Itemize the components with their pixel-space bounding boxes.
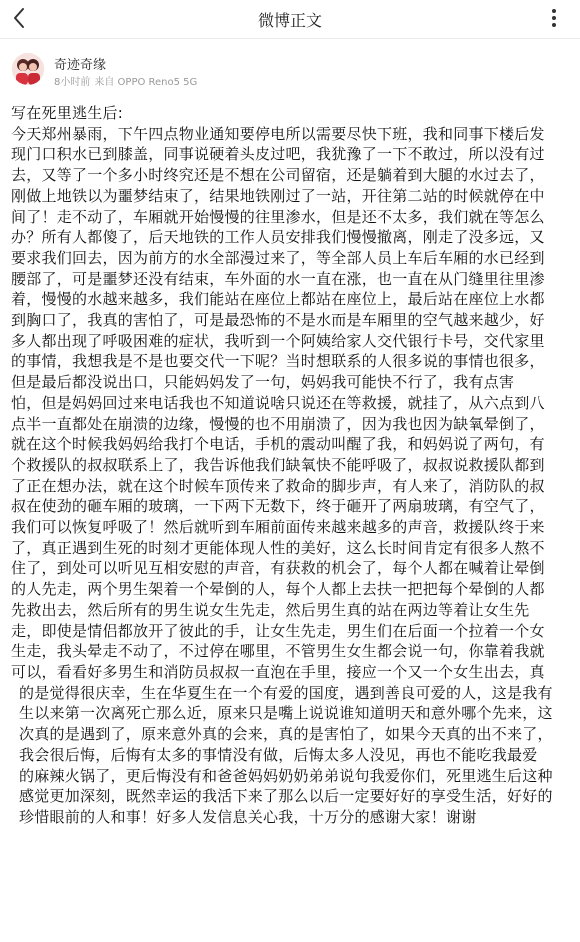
text-line: 了，真正遇到生死的时刻才更能体现人性的美好，这么长时间肯定有很多人熬不 <box>11 538 545 557</box>
text-line: 的麻辣火锅了，更后悔没有和爸爸妈妈奶奶弟弟说句我爱你们，死里逃生后这种 <box>19 766 553 785</box>
text-line: 珍惜眼前的人和事！好多人发信息关心我，十万分的感谢大家！谢谢 <box>19 807 477 826</box>
text-line: 生走，我头晕走不动了，不过停在哪里，不管男生女生都会说一句，你靠着我就 <box>11 642 545 661</box>
text-line: 生以来第一次离死亡那么近，原来只是嘴上说说谁知道明天和意外哪个先来，这 <box>19 704 553 723</box>
post-source: 来自 OPPO Reno5 5G <box>94 77 198 88</box>
text-line: 可以，看看好多男生和消防员叔叔一直泡在手里，接应一个又一个女生出去，真 <box>11 662 545 681</box>
text-line: 去，又等了一个多小时终究还是不想在公司留宿，还是躺着到大腿的水过去了， <box>11 166 545 185</box>
text-line: 今天郑州暴雨，下午四点物业通知要停电所以需要尽快下班，我和同事下楼后发 <box>11 124 545 143</box>
post-heading: 写在死里逃生后: <box>11 104 124 122</box>
text-line: 着，慢慢的水越来越多，我们能站在座位上都站在座位上，最后站在座位上水都 <box>11 290 545 309</box>
navigation-bar <box>0 0 580 39</box>
text-line: 办？所有人都傻了，后天地铁的工作人员安排我们慢慢撤离，刚走了没多远，又 <box>11 228 545 247</box>
post-paragraph-end <box>19 683 553 828</box>
post-body <box>11 103 553 828</box>
text-line: 个救援队的叔叔联系上了，我告诉他我们缺氧快不能呼吸了，叔叔说救援队都到 <box>11 455 545 474</box>
text-line: 现门口积水已到膝盖，同事说硬着头皮过吧，我犹豫了一下不敢过，所以没有过 <box>11 145 545 164</box>
text-line: 的事情，我想我是不是也要交代一下呢？当时想联系的人很多说的事情也很多， <box>11 352 545 371</box>
post-meta <box>54 73 201 88</box>
text-line: 但是最后都没说出口，只能妈妈发了一句，妈妈我可能快不行了，我有点害 <box>11 373 515 392</box>
text-line: 感觉更加深刻，既然幸运的我活下来了那么以后一定要好好的享受生活，好好的 <box>19 787 553 806</box>
post-header <box>10 51 570 93</box>
text-line: 刚做上地铁以为噩梦结束了，结果地铁刚过了一站，开往第二站的时候就停在中 <box>11 186 545 205</box>
post-paragraph-main <box>11 124 545 683</box>
text-line: 先救出去，然后所有的男生说女生先走，然后男生真的站在两边等着让女生先 <box>11 600 530 619</box>
text-line: 走，即使是情侣都放开了彼此的手，让女生先走，男生们在后面一个拉着一个女 <box>11 621 545 640</box>
username[interactable]: 奇迹奇缘 <box>54 58 107 73</box>
text-line: 次真的是遇到了，原来意外真的会来，真的是害怕了，如果今天真的出不来了， <box>19 725 553 744</box>
text-line: 怕，但是妈妈回过来电话我也不知道说啥只说还在等救援，就挂了，从六点到八 <box>11 393 545 412</box>
text-line: 的是觉得很庆幸，生在华夏生在一个有爱的国度，遇到善良可爱的人，这是我有 <box>19 683 553 702</box>
text-line: 腰部了，可是噩梦还没有结束，车外面的水一直在涨，也一直在从门缝里往里渗 <box>11 269 545 288</box>
text-line: 就在这个时候我妈妈给我打个电话，手机的震动叫醒了我，和妈妈说了两句，有 <box>11 435 545 454</box>
text-line: 了正在想办法，就在这个时候车顶传来了救命的脚步声，有人来了，消防队的叔 <box>11 476 545 495</box>
text-line: 多人都出现了呼吸困难的症状，我听到一个阿姨给家人交代银行卡号，交代家里 <box>11 331 545 350</box>
text-line: 间了！走不动了，车厢就开始慢慢的往里渗水，但是还不太多，我们就在等怎么 <box>11 207 545 226</box>
post-time: 8小时前 <box>54 77 91 88</box>
text-line: 我们可以恢复呼吸了！然后就听到车厢前面传来越来越多的声音，救援队终于来 <box>11 518 545 537</box>
text-line: 叔在使劲的砸车厢的玻璃，一下两下无数下，终于砸开了两扇玻璃，有空气了， <box>11 497 545 516</box>
text-line: 的人先走，两个男生架着一个晕倒的人，每个人都上去扶一把把每个晕倒的人都 <box>11 580 545 599</box>
page-title: 微博正文 <box>257 11 322 30</box>
text-line: 我会很后悔，后悔有太多的事情没有做，后悔太多人没见，再也不能吃我最爱 <box>19 745 538 764</box>
text-line: 点半一直都处在崩溃的边缘，慢慢的也不用崩溃了，因为我也因为缺氧晕倒了， <box>11 414 545 433</box>
avatar[interactable] <box>12 53 44 85</box>
text-line: 到胸口了，我真的害怕了，可是最恐怖的不是水而是车厢里的空气越来越少，好 <box>11 311 545 330</box>
text-line: 要求我们回去，因为前方的水全部漫过来了，等全部人员上车后车厢的水已经到 <box>11 248 545 267</box>
text-line: 住了，到处可以听见互相安慰的声音，有获救的机会了，每个人都在喊着让晕倒 <box>11 559 545 578</box>
more-options-icon[interactable] <box>540 5 568 31</box>
